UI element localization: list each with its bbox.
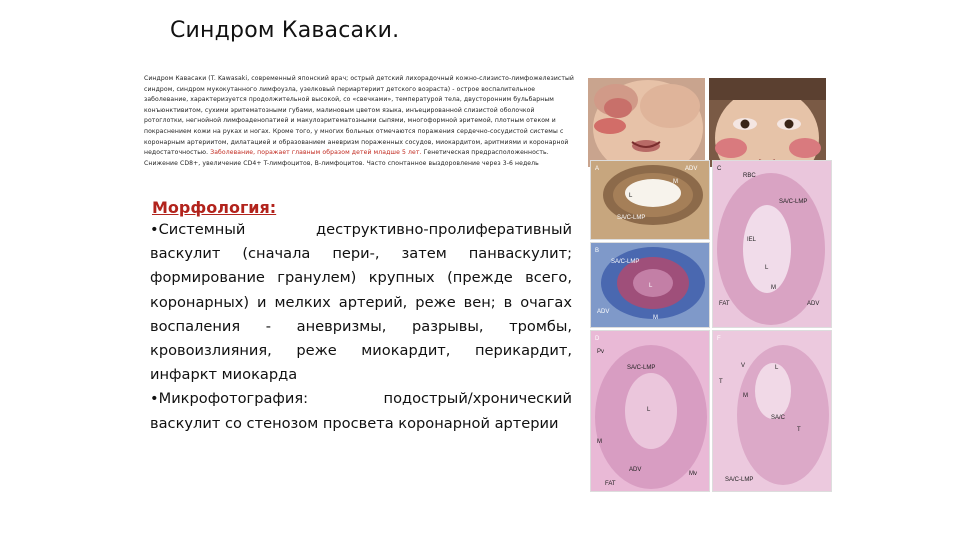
panel-f-label-m: M [743, 393, 748, 399]
panel-b-label-l: L [649, 283, 653, 289]
intro-paragraph [144, 74, 574, 169]
micrograph-panel-d [590, 330, 710, 492]
intro-text-part1: Синдром Кавасаки (T. Kawasaki, современный японский врач; острый детский лихорадочный кожно-слизисто-лимфожелезистый синдром, синдром мукокутанного лимфоузла, узелковый периартериит детского возраста) - острое воспалительное заболевание, характеризуется продолжительной высокой, со «свечками», температурой тела, двусторонним бульбарным конъюнктивитом, сухими эритематозными губами, малиновым цветом языка, инъецированной слизистой оболочкой ротоглотки, негнойной лимфоаденопатией и макулоэритематозными сыпями, многоформной эритемой, плотным отеком и покраснением кожи на руках и ногах. Кроме того, у многих больных отмечаются поражения сердечно-сосудистой системы с коронарным артериитом, дилатацией и образованием аневризм пораженных сосудов, миокардитом, аритмиями и коронарной недостаточностью. [144, 75, 574, 157]
panel-c-label-l: L [765, 265, 769, 271]
panel-f-letter: F [717, 336, 721, 342]
panel-d-label-sa: SA/C-LMP [627, 365, 656, 371]
panel-c-label-m: M [771, 285, 776, 291]
panel-c-label-fat: FAT [719, 301, 730, 307]
panel-a-label-adv: ADV [685, 166, 698, 172]
panel-c-letter: C [717, 166, 722, 172]
micrograph-panel-b [590, 242, 710, 328]
micrograph-panel-a [590, 160, 710, 240]
panel-a-label-l: L [629, 193, 633, 199]
morphology-block [150, 198, 572, 436]
panel-b-label-adv: ADV [597, 309, 610, 315]
panel-f-label-sa-lmp: SA/C-LMP [725, 477, 754, 483]
svg-text:B: B [595, 248, 600, 254]
panel-d-label-mv: Mv [689, 471, 697, 477]
panel-f-label-sac: SA/C [771, 415, 786, 421]
panel-f-label-v: V [741, 363, 746, 369]
intro-text-part2: Генетическая предрасположенность. Снижение CD8+, увеличение CD4+ T-лимфоцитов, В-лимфоцитов. Часто спонтанное выздоровление через 3-6 недель [144, 149, 549, 167]
panel-c-label-rbc: RBC [743, 173, 756, 179]
micrograph-panel-f [712, 330, 832, 492]
panel-d-label-fat: FAT [605, 481, 616, 487]
panel-d-label-m: M [597, 439, 602, 445]
panel-c-label-adv: ADV [807, 301, 820, 307]
intro-text-highlight: Заболевание, поражает главным образом детей младше 5 лет. [210, 149, 422, 157]
panel-f-label-t2: T [797, 427, 801, 433]
panel-b-label-m: M [653, 315, 658, 321]
patient-photo-eyes [709, 78, 826, 167]
panel-a-label-sa: SA/C-LMP [617, 215, 646, 221]
panel-d-label-adv: ADV [629, 467, 642, 473]
panel-d-label-l: L [647, 407, 651, 413]
morphology-heading: Морфология: [152, 198, 277, 217]
panel-d-letter: D [595, 336, 600, 342]
panel-c-label-sa: SA/C-LMP [779, 199, 808, 205]
patient-photo-rash [588, 78, 705, 167]
panel-b-label-sa: SA/C-LMP [611, 259, 640, 265]
panel-a-letter: A [595, 166, 600, 172]
slide-title: Синдром Кавасаки. [170, 18, 400, 43]
morphology-paragraph-2: •Микрофотография: подострый/хронический васкулит со стенозом просвета коронарной артерии [150, 390, 572, 432]
panel-d-label-pv: Pv [597, 349, 605, 355]
panel-c-label-iel: IEL [747, 237, 757, 243]
morphology-paragraph-1: •Системный деструктивно-пролиферативный васкулит (сначала пери-, затем панваскулит; формирование гранулем) крупных (прежде всего, коронарных) и мелких артерий, реже вен; в очагах воспаления - аневризмы, разрывы, тромбы, кровоизлияния, реже миокардит, перикардит, инфаркт миокарда [150, 221, 572, 384]
micrograph-grid [590, 160, 830, 490]
panel-f-label-t1: T [719, 379, 723, 385]
panel-a-label-m: M [673, 179, 678, 185]
micrograph-panel-c [712, 160, 832, 328]
panel-f-label-l: L [775, 365, 779, 371]
